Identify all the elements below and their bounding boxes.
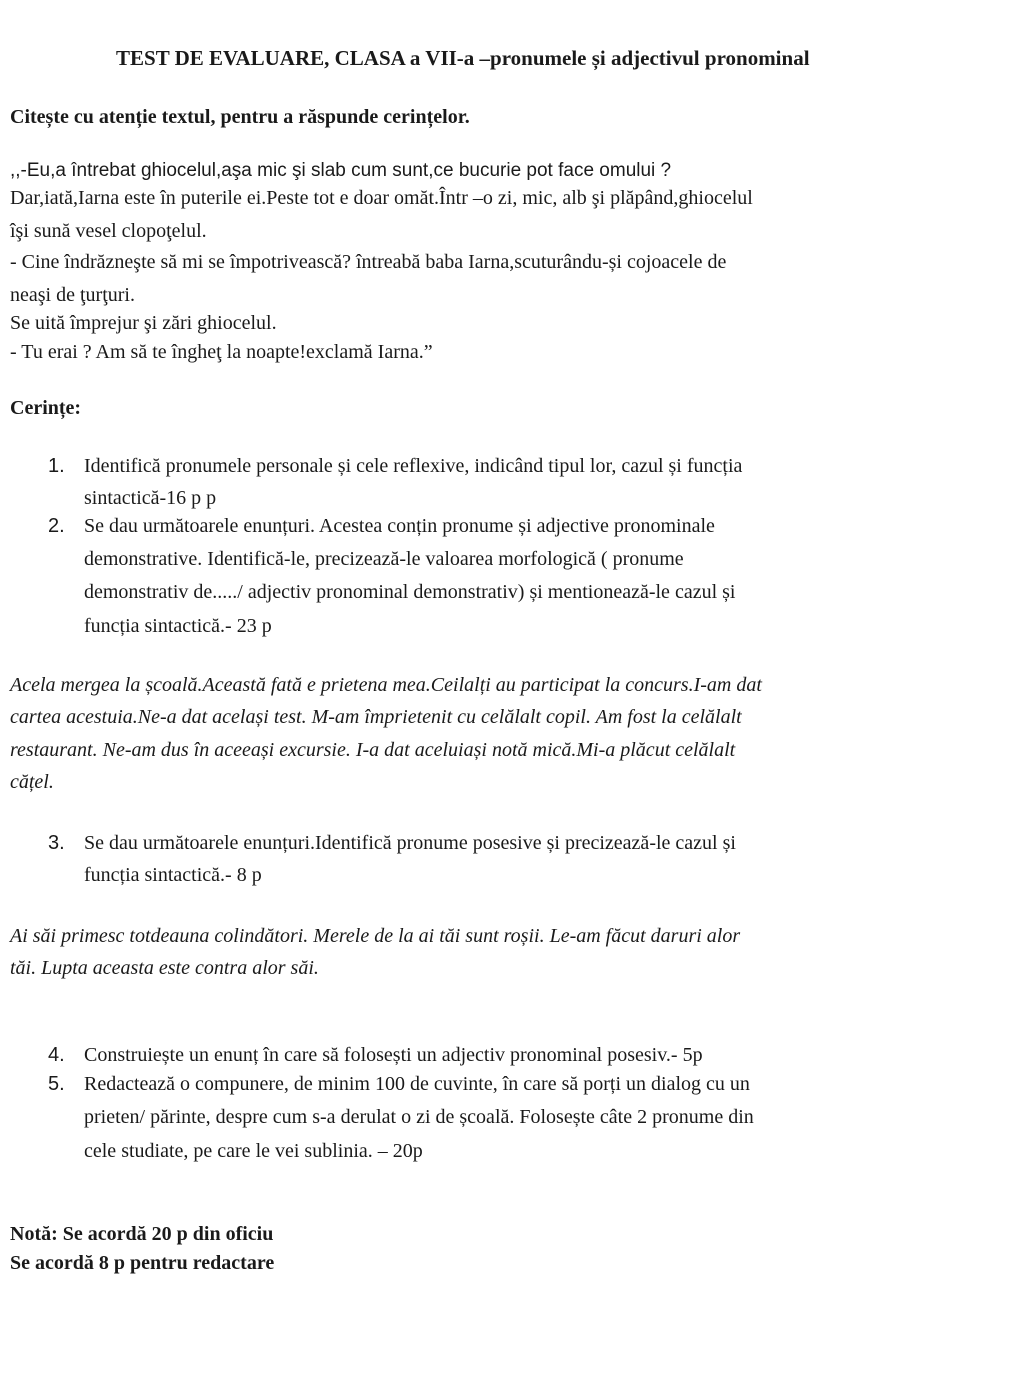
exercise-sentence: tăi. Lupta aceasta este contra alor săi. [10,957,319,979]
exercise-sentence: restaurant. Ne-am dus în aceeași excursie. I-a dat aceluiași notă mică.Mi-a plăcut celălalt [10,739,736,761]
passage-line: Se uită împrejur şi zări ghiocelul. [10,312,277,334]
requirement-text: Construiește un enunț în care să folosești un adjectiv pronominal posesiv.- 5p [84,1044,703,1066]
requirement-text: funcția sintactică.- 8 p [84,864,262,886]
requirement-text: Identifică pronumele personale și cele reflexive, indicând tipul lor, cazul și funcția [84,455,743,477]
passage-line: neaşi de ţurţuri. [10,284,135,306]
requirement-text: sintactică-16 p p [84,487,217,509]
requirement-number: 2. [48,515,65,537]
note-line: Notă: Se acordă 20 p din oficiu [10,1223,274,1245]
document-title: TEST DE EVALUARE, CLASA a VII-a –pronumele și adjectivul pronominal [116,46,810,70]
exercise-sentence: Acela mergea la școală.Această fată e prietena mea.Ceilalți au participat la concurs.I-am dat [10,674,762,696]
passage-line: Dar,iată,Iarna este în puterile ei.Peste tot e doar omăt.Într –o zi, mic, alb şi plăpând,ghiocelul [10,187,753,209]
requirement-number: 5. [48,1073,65,1095]
requirement-text: funcția sintactică.- 23 p [84,615,272,637]
requirement-text: demonstrative. Identifică-le, precizează-le valoarea morfologică ( pronume [84,548,684,570]
passage-line: îşi sună vesel clopoţelul. [10,220,207,242]
requirement-number: 1. [48,455,65,477]
requirements-heading: Cerințe: [10,397,82,419]
exercise-sentence: cartea acestuia.Ne-a dat același test. M-am împrietenit cu celălalt copil. Am fost la celălalt [10,706,742,728]
requirement-number: 3. [48,832,65,854]
passage-line: - Cine îndrăzneşte să mi se împotrivească? întreabă baba Iarna,scuturându-și cojoacele de [10,251,727,273]
requirement-text: demonstrativ de...../ adjectiv pronominal demonstrativ) și mentionează-le cazul și [84,581,736,603]
instruction-text: Citește cu atenție textul, pentru a răspunde cerințelor. [10,106,470,128]
note-line: Se acordă 8 p pentru redactare [10,1252,275,1274]
exercise-sentence: cățel. [10,771,54,793]
passage-line: - Tu erai ? Am să te îngheţ la noapte!exclamă Iarna.” [10,341,433,363]
exercise-sentence: Ai săi primesc totdeauna colindători. Merele de la ai tăi sunt roșii. Le-am făcut daruri alor [10,925,741,947]
requirement-text: Se dau următoarele enunțuri.Identifică pronume posesive și precizează-le cazul și [84,832,736,854]
requirement-text: Se dau următoarele enunțuri. Acestea conțin pronume și adjective pronominale [84,515,715,537]
requirement-text: prieten/ părinte, despre cum s-a derulat o zi de școală. Folosește câte 2 pronume din [84,1106,754,1128]
requirement-text: cele studiate, pe care le vei sublinia. – 20p [84,1140,423,1162]
passage-line: ,,-Eu,a întrebat ghiocelul,aşa mic şi slab cum sunt,ce bucurie pot face omului ? [10,160,672,181]
requirement-text: Redactează o compunere, de minim 100 de cuvinte, în care să porți un dialog cu un [84,1073,750,1095]
requirement-number: 4. [48,1044,65,1066]
